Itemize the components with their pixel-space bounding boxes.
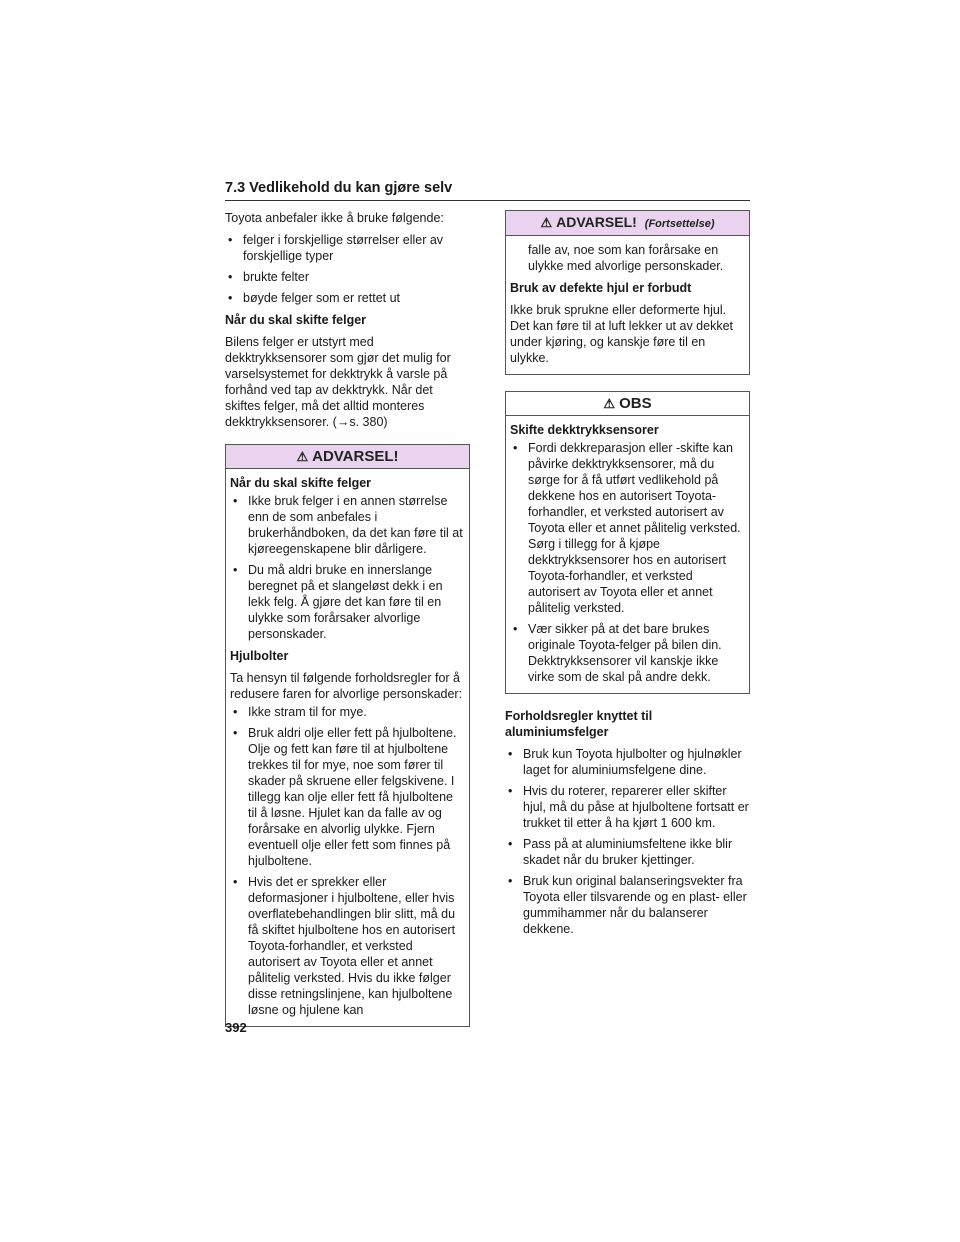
paragraph: Bilens felger er utstyrt med dekktrykksensorer som gjør det mulig for varselsystemet for dekktrykk å varsle på forhånd ved tap av dekktrykk. Når det skiftes felger, må det alltid monteres dekktrykksensorer. (→s. 380) [225,335,451,429]
subheading: Forholdsregler knyttet til aluminiumsfelger [505,709,653,739]
list-item: • bøyde felger som er rettet ut [225,290,470,306]
section-header [225,180,750,201]
intro-list [225,232,470,306]
subheading: Når du skal skifte felger [230,476,372,490]
subheading: Når du skal skifte felger [225,313,367,327]
list-item: • Vær sikker på at det bare brukes originale Toyota-felger på bilen din. Dekktrykksensorer vil kanskje ikke virke som de skal på andre dekk. [510,621,743,685]
warning-body [506,236,749,374]
paragraph: Ta hensyn til følgende forholdsregler for å redusere faren for alvorlige personskader: [230,671,463,701]
warning-icon: ⚠ [296,449,309,464]
page-number: 392 [225,1020,247,1035]
warning-body [226,469,469,1026]
list-item: • Bruk aldri olje eller fett på hjulboltene. Olje og fett kan føre til at hjulboltene trekkes til for mye, noe som fører til skader på skruene eller felgskivene. I tillegg kan olje eller fett få hjulboltene til å løsne. Hjulet kan da falle av og forårsake en alvorlig ulykke. Fjern eventuell olje eller fett som finnes på hjulboltene. [230,725,463,869]
warning-list [230,704,463,1018]
list-item: • Ikke stram til for mye. [230,704,463,720]
list-item: • felger i forskjellige størrelser eller av forskjellige typer [225,232,470,264]
obs-body [506,416,749,693]
list-item: • Hvis du roterer, reparerer eller skifter hjul, må du påse at hjulboltene fortsatt er trukket til etter å ha kjørt 1 600 km. [505,783,750,831]
left-column [225,210,470,1037]
warning-list [230,493,463,642]
continued-label: (Fortsettelse) [644,218,715,230]
warning-icon: ⚠ [540,215,553,230]
intro-text: Toyota anbefaler ikke å bruke følgende: [225,211,444,225]
list-item: • Hvis det er sprekker eller deformasjoner i hjulboltene, eller hvis overflatebehandlingen blir slitt, må du få skiftet hjulboltene hos en autorisert Toyota-forhandler, et verksted autorisert av Toyota eller et annet pålitelig verksted. Hvis du ikke følger disse retningslinjene, kan hjulboltene løsne og hjulene kan [230,874,463,1018]
aluminium-list [505,746,750,937]
list-item: • Ikke bruk felger i en annen størrelse enn de som anbefales i brukerhåndboken, da det kan føre til at kjøreegenskapene blir dårligere. [230,493,463,557]
obs-box [505,391,750,694]
warning-continued-box [505,210,750,375]
subheading: Skifte dekktrykksensorer [510,423,659,437]
paragraph: falle av, noe som kan forårsake en ulykke med alvorlige personskader. [528,243,724,273]
paragraph: Ikke bruk sprukne eller deformerte hjul. Det kan føre til at luft lekker ut av dekket under kjøring, og kanskje føre til en ulykke. [510,303,734,365]
warning-title: ⚠ ADVARSEL! [226,445,469,469]
section-title: 7.3 Vedlikehold du kan gjøre selv [225,180,453,196]
list-item: • Pass på at aluminiumsfeltene ikke blir skadet når du bruker kjettinger. [505,836,750,868]
obs-title: ⚠ OBS [506,392,749,416]
list-item: • Fordi dekkreparasjon eller -skifte kan påvirke dekktrykksensorer, må du sørge for å få utført vedlikehold på dekkene hos en autorisert Toyota-forhandler, et verksted autorisert av Toyota eller et annet pålitelig verksted. Sørg i tillegg for å kjøpe dekktrykksensorer hos en autorisert Toyota-forhandler, et verksted autorisert av Toyota eller et annet pålitelig verksted. [510,440,743,616]
caution-icon: ⚠ [603,396,616,411]
list-item: • Bruk kun Toyota hjulbolter og hjulnøkler laget for aluminiumsfelgene dine. [505,746,750,778]
list-item: • Du må aldri bruke en innerslange beregnet på et slangeløst dekk i en lekk felg. Å gjøre det kan føre til en ulykke som forårsaker alvorlige personskader. [230,562,463,642]
obs-list [510,440,743,685]
list-item: • brukte felter [225,269,470,285]
right-column [505,210,750,943]
list-item: • Bruk kun original balanseringsvekter fra Toyota eller tilsvarende og en plast- eller gummihammer når du balanserer dekkene. [505,873,750,937]
subheading: Bruk av defekte hjul er forbudt [510,281,692,295]
subheading: Hjulbolter [230,649,289,663]
warning-title: ⚠ ADVARSEL! (Fortsettelse) [506,211,749,236]
warning-box [225,444,470,1027]
